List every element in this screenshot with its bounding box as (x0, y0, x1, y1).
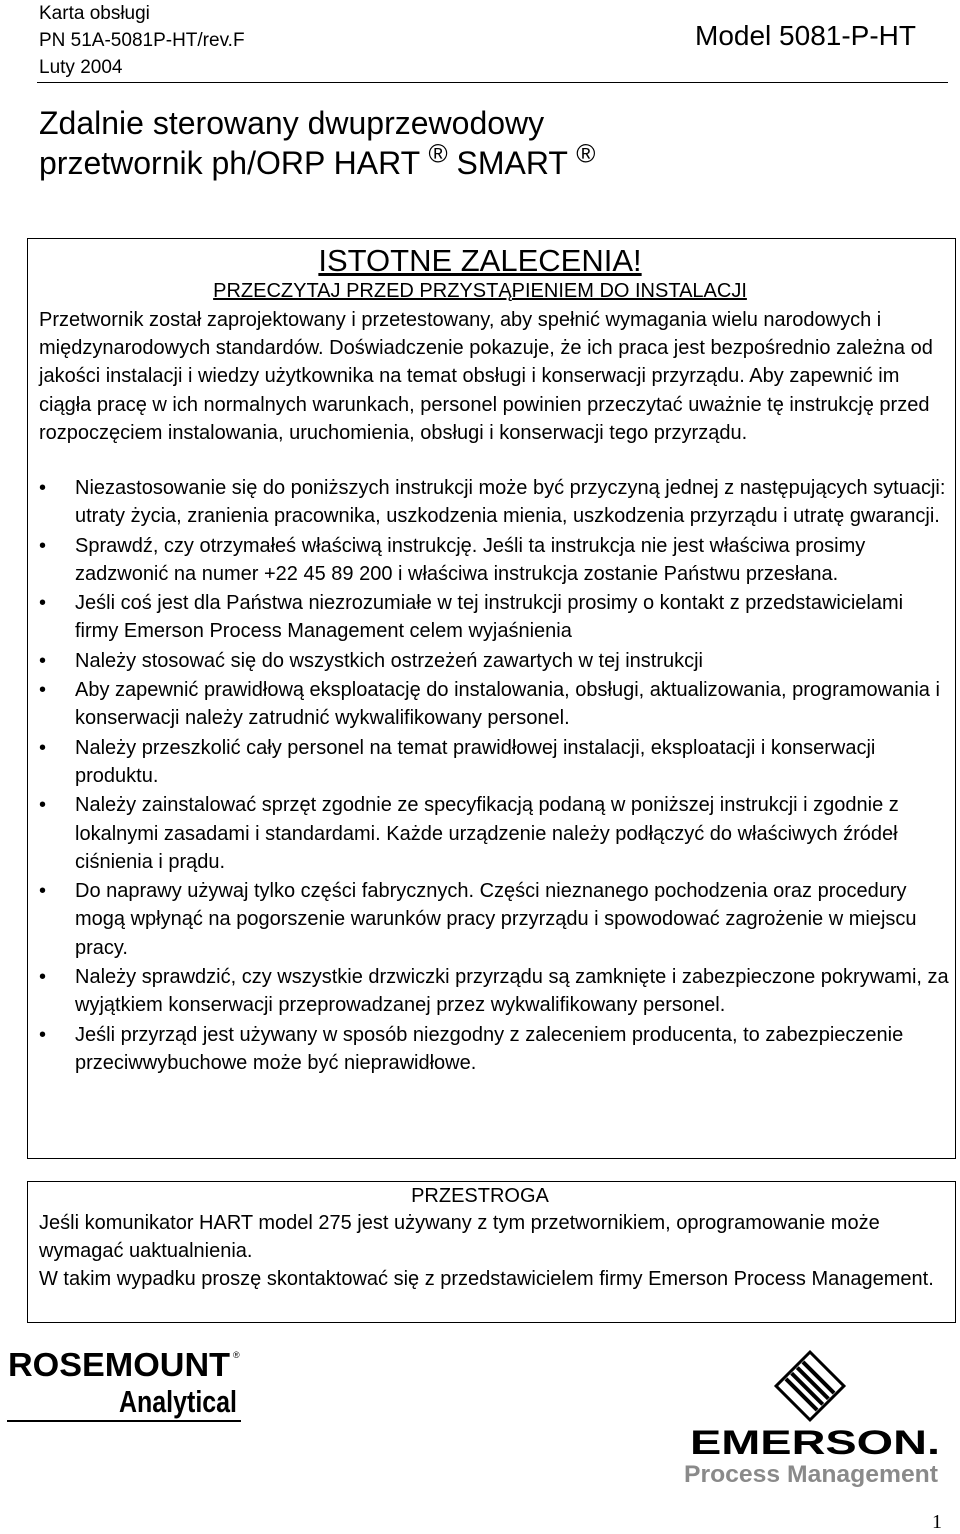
list-item (39, 963, 949, 1019)
bullet-icon: • (39, 880, 47, 903)
list-item (39, 791, 949, 876)
notice-heading: ISTOTNE ZALECENIA! (318, 243, 642, 278)
notice-bullet-list (39, 474, 949, 1077)
bullet-icon: • (39, 794, 47, 817)
list-item-text: Należy sprawdzić, czy wszystkie drzwiczki przyrządu są zamknięte i zabezpieczone pokrywami, za wyjątkiem konserwacji przeprowadzanej przez wykwalifikowany personel. (75, 965, 949, 1017)
logo-trademark: ® (233, 1350, 240, 1360)
list-item-text: Należy stosować się do wszystkich ostrzeżeń zawartych w tej instrukcji (75, 649, 703, 672)
list-item-text: Niezastosowanie się do poniższych instrukcji może być przyczyną jednej z następujących sytuacji: utraty życia, zranienia pracownika, uszkodzenia mienia, uszkodzenia przyrządu i utratę gwarancji. (75, 477, 946, 528)
title-smart: SMART (456, 145, 568, 181)
bullet-icon: • (39, 534, 47, 557)
bullet-icon: • (39, 736, 47, 759)
page-number: 1 (932, 1511, 942, 1533)
caution-heading: PRZESTROGA (411, 1185, 549, 1207)
logo-wordmark: EMERSON. (690, 1424, 940, 1462)
caution-paragraph: W takim wypadku proszę skontaktować się z przedstawicielem firmy Emerson Process Management. (39, 1267, 934, 1290)
list-item-text: Należy zainstalować sprzęt zgodnie ze specyfikacją podaną w poniższej instrukcji i zgodnie z lokalnymi zasadami i standardami. Każde urządzenie należy podłączyć do właściwych źródeł ciśnienia i prądu. (75, 794, 899, 873)
emerson-logo (680, 1348, 942, 1488)
list-item (39, 734, 949, 790)
doc-number: PN 51A-5081P-HT/rev.F (39, 30, 245, 51)
doc-date: Luty 2004 (39, 57, 123, 78)
list-item-text: Aby zapewnić prawidłową eksploatację do instalowania, obsługi, aktualizowania, programowania i konserwacji należy zatrudnić wykwalifikowany personel. (75, 679, 940, 730)
list-item-text: Sprawdź, czy otrzymałeś właściwą instrukcję. Jeśli ta instrukcja nie jest właściwa prosimy zadzwonić na numer +22 45 89 200 i właściwa instrukcja zostanie Państwu przesłana. (75, 534, 866, 585)
list-item-text: Należy przeszkolić cały personel na temat prawidłowej instalacji, eksploatacji i konserwacji produktu. (75, 736, 876, 787)
title-line-2 (39, 138, 596, 183)
list-item (39, 1021, 949, 1077)
logo-underline (7, 1420, 241, 1422)
list-item (39, 532, 949, 588)
header-divider (37, 82, 948, 83)
notice-intro: Przetwornik został zaprojektowany i przetestowany, aby spełnić wymagania wielu narodowych i międzynarodowych standardów. Doświadczenie pokazuje, że ich praca jest bezpośrednio zależna od jakości instalacji i wiedzy użytkownika na temat obsługi i konserwacji przyrządu. Aby zapewnić im ciągła pracę w ich normalnych warunkach, personel powinien przeczytać uważnie tę instrukcję przed rozpoczęciem instalowania, uruchomienia, obsługi i konserwacji tego przyrządu. (39, 309, 933, 444)
bullet-icon: • (39, 649, 47, 672)
caution-text (39, 1210, 939, 1293)
bullet-icon: • (39, 965, 47, 988)
logo-wordmark: ROSEMOUNT (8, 1346, 230, 1383)
list-item-text: Do naprawy używaj tylko części fabrycznych. Części nieznanego pochodzenia oraz procedury mogą wpłynąć na pogorszenie warunków pracy przyrządu i spowodować zagrożenie w miejscu pracy. (75, 880, 917, 959)
logo-subtitle: Process Management (684, 1461, 939, 1488)
document-title (39, 103, 595, 183)
list-item (39, 589, 949, 645)
list-item (39, 474, 949, 530)
emerson-emblem-icon (776, 1352, 844, 1420)
list-item (39, 676, 949, 732)
caution-paragraph: Jeśli komunikator HART model 275 jest używany z tym przetwornikiem, oprogramowanie może wymagać uaktualnienia. (39, 1212, 880, 1262)
list-item (39, 647, 949, 675)
list-item (39, 877, 949, 962)
bullet-icon: • (39, 679, 47, 702)
title-text: przetwornik ph/ORP HART (39, 145, 420, 181)
list-item-text: Jeśli coś jest dla Państwa niezrozumiałe w tej instrukcji prosimy o kontakt z przedstawicielami firmy Emerson Process Management celem wyjaśnienia (75, 592, 904, 643)
model-name: Model 5081-P-HT (695, 20, 916, 51)
document-info (39, 0, 245, 81)
registered-mark: ® (428, 138, 448, 169)
bullet-icon: • (39, 592, 47, 615)
notice-subheading: PRZECZYTAJ PRZED PRZYSTĄPIENIEM DO INSTALACJI (213, 280, 747, 302)
list-item-text: Jeśli przyrząd jest używany w sposób niezgodny z zaleceniem producenta, to zabezpieczenie przeciwwybuchowe może być nieprawidłowe. (75, 1023, 904, 1074)
bullet-icon: • (39, 1023, 47, 1046)
rosemount-analytical-logo (7, 1346, 243, 1424)
logo-subtitle: Analytical (119, 1384, 237, 1419)
title-line-1: Zdalnie sterowany dwuprzewodowy (39, 105, 545, 141)
bullet-icon: • (39, 477, 47, 499)
doc-type: Karta obsługi (39, 3, 150, 24)
registered-mark: ® (576, 138, 596, 169)
